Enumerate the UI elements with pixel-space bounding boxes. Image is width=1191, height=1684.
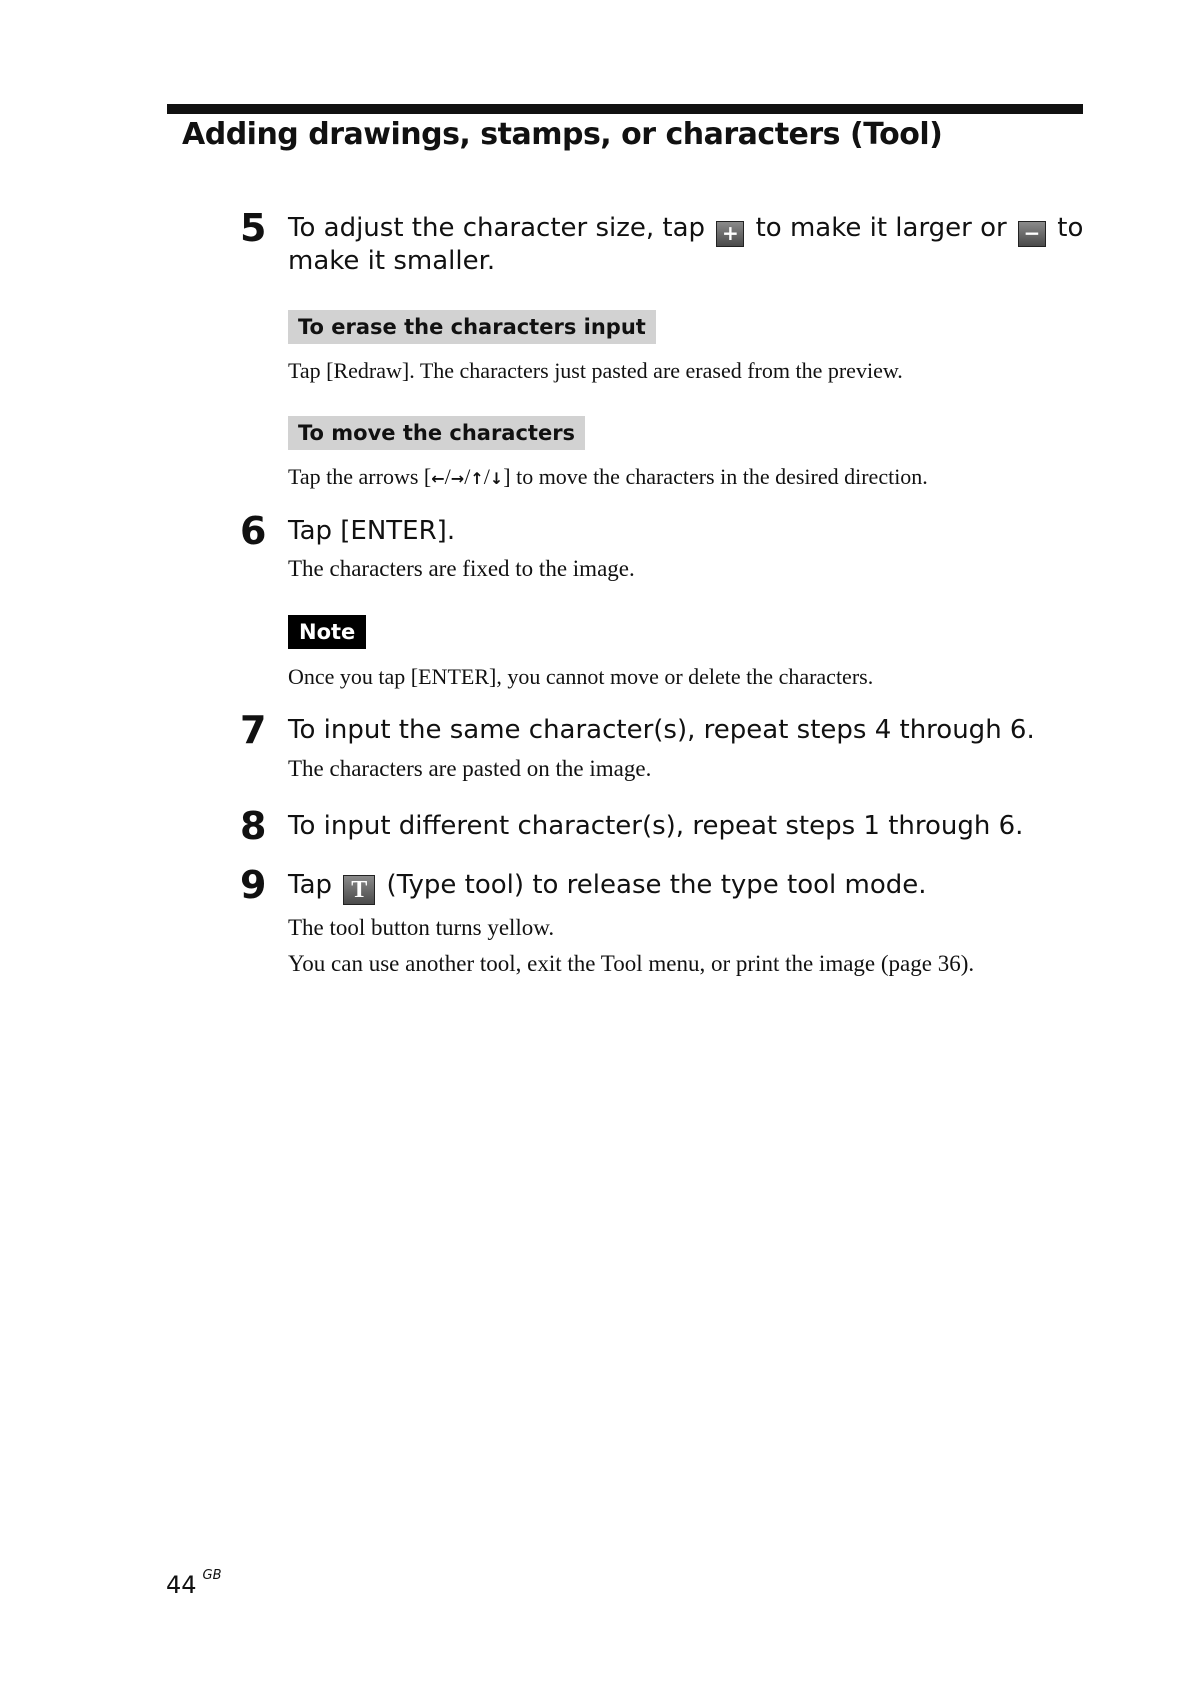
step-9-body-1: The tool button turns yellow. [288, 915, 555, 940]
step-8-text: To input different character(s), repeat steps 1 through 6. [288, 811, 1024, 841]
step-5-text-d: make it smaller. [288, 246, 496, 276]
step-5-number: 5 [240, 206, 267, 250]
type-tool-icon: T [343, 875, 375, 905]
slash: / [483, 464, 490, 489]
move-body-b: ] to move the characters in the desired direction. [503, 464, 928, 489]
move-body [288, 459, 928, 497]
step-9-number: 9 [240, 863, 267, 907]
slash: / [464, 464, 471, 489]
region-code: GB [202, 1568, 222, 1583]
move-body-a: Tap the arrows [ [288, 464, 432, 489]
page-number [166, 1568, 222, 1599]
step-7-body: The characters are pasted on the image. [288, 756, 652, 781]
arrow-right-icon: → [450, 469, 465, 488]
note-body: Once you tap [ENTER], you cannot move or delete the characters. [288, 664, 874, 689]
step-6-number: 6 [240, 509, 267, 553]
step-5-text-a: To adjust the character size, tap [288, 213, 706, 243]
slash: / [444, 464, 451, 489]
page-number-value: 44 [166, 1571, 197, 1599]
step-5-text-c: to [1057, 213, 1084, 243]
step-5-text-b: to make it larger or [755, 213, 1007, 243]
step-6-body: The characters are fixed to the image. [288, 556, 635, 581]
step-5-text [288, 212, 1083, 247]
step-7-text: To input the same character(s), repeat steps 4 through 6. [288, 715, 1035, 745]
arrow-up-icon: ↑ [470, 469, 484, 488]
erase-heading: To erase the characters input [288, 310, 656, 344]
minus-icon: − [1018, 221, 1046, 247]
erase-body: Tap [Redraw]. The characters just pasted are erased from the preview. [288, 358, 903, 383]
page-title: Adding drawings, stamps, or characters (Tool) [182, 117, 943, 152]
step-7-number: 7 [240, 708, 267, 752]
step-9-text-a: Tap [288, 870, 333, 900]
arrow-down-icon: ↓ [489, 469, 504, 488]
step-9-text-b: (Type tool) to release the type tool mode. [386, 870, 927, 900]
plus-icon: + [716, 221, 744, 247]
move-heading: To move the characters [288, 416, 585, 450]
step-6-text: Tap [ENTER]. [288, 516, 456, 546]
step-9-text [288, 869, 927, 905]
arrow-left-icon: ← [431, 469, 445, 488]
header-rule [167, 104, 1083, 114]
step-8-number: 8 [240, 804, 267, 848]
note-label: Note [288, 615, 366, 649]
step-9-body-2: You can use another tool, exit the Tool menu, or print the image (page 36). [288, 951, 975, 976]
